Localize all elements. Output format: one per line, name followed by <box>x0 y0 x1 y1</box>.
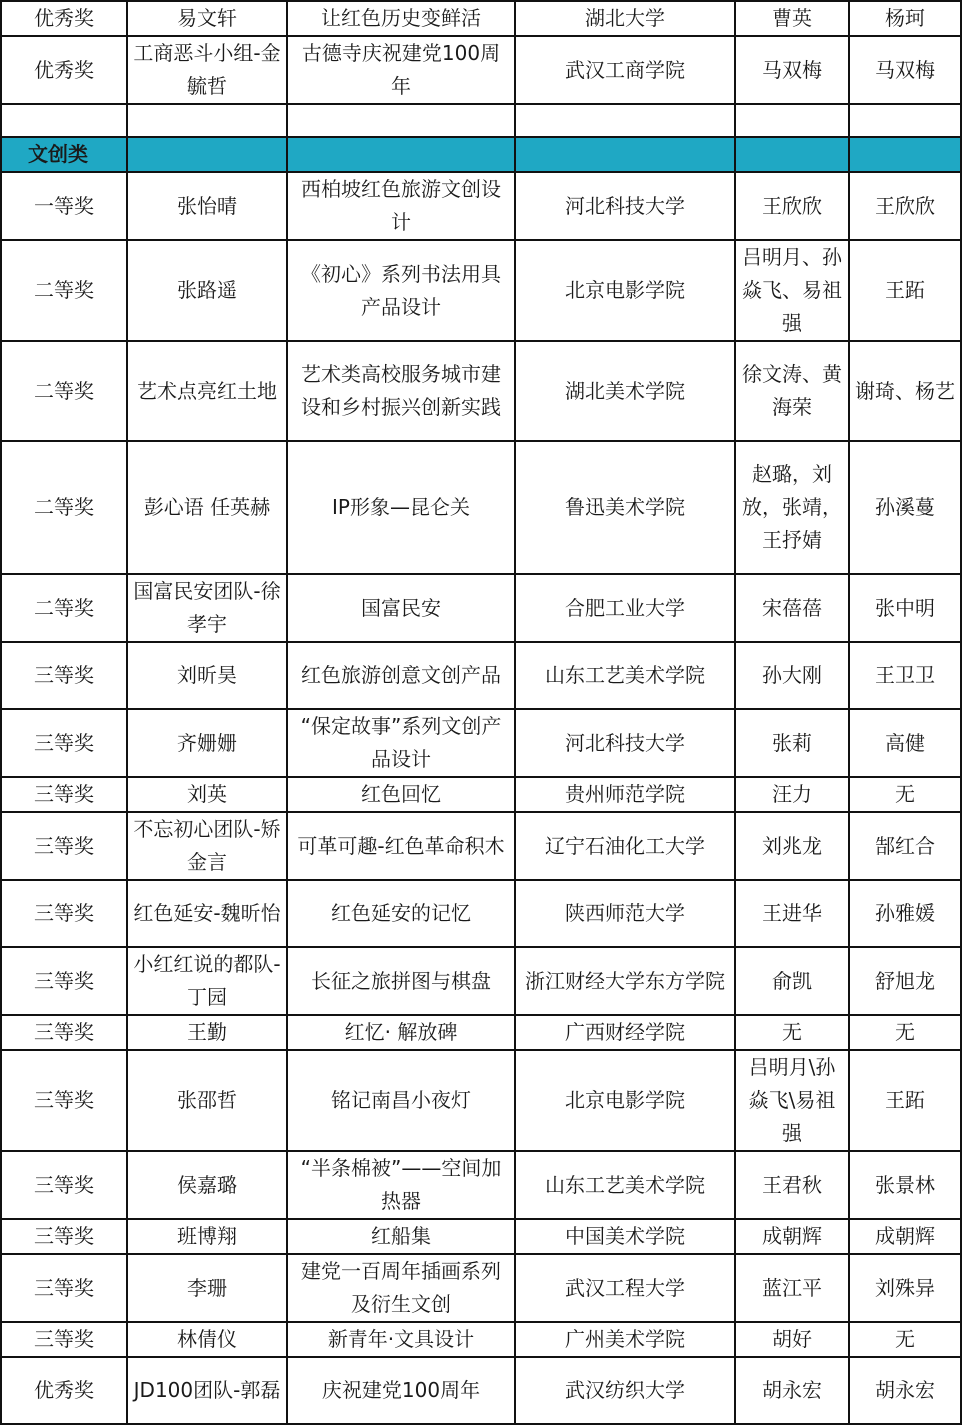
name-cell: 侯嘉璐 <box>127 1151 287 1219</box>
name-cell: 刘英 <box>127 777 287 812</box>
advisor2-cell <box>849 104 961 137</box>
work-cell: 让红色历史变鲜活 <box>287 1 515 36</box>
table-row <box>1 812 961 880</box>
school-cell: 武汉纺织大学 <box>515 1357 735 1424</box>
work-cell: IP形象—昆仑关 <box>287 441 515 574</box>
section-band-cell <box>515 137 735 172</box>
table-row <box>1 709 961 777</box>
school-cell: 河北科技大学 <box>515 709 735 777</box>
school-cell: 广州美术学院 <box>515 1322 735 1357</box>
award-cell: 三等奖 <box>1 812 127 880</box>
work-cell: 铭记南昌小夜灯 <box>287 1050 515 1151</box>
work-cell: 古德寺庆祝建党100周年 <box>287 36 515 104</box>
advisor1-cell: 汪力 <box>735 777 849 812</box>
advisor2-cell: 谢琦、杨艺 <box>849 341 961 441</box>
award-cell: 三等奖 <box>1 880 127 947</box>
name-cell: 彭心语 任英赫 <box>127 441 287 574</box>
advisor1-cell: 无 <box>735 1015 849 1050</box>
name-cell: 不忘初心团队-矫金言 <box>127 812 287 880</box>
table-row <box>1 1219 961 1254</box>
work-cell: 新青年·文具设计 <box>287 1322 515 1357</box>
name-cell: 张怡晴 <box>127 172 287 240</box>
work-cell: “保定故事”系列文创产品设计 <box>287 709 515 777</box>
school-cell: 山东工艺美术学院 <box>515 642 735 709</box>
award-cell: 优秀奖 <box>1 36 127 104</box>
work-cell: 庆祝建党100周年 <box>287 1357 515 1424</box>
name-cell: JD100团队-郭磊 <box>127 1357 287 1424</box>
school-cell: 山东工艺美术学院 <box>515 1151 735 1219</box>
advisor1-cell: 王进华 <box>735 880 849 947</box>
advisor2-cell: 张中明 <box>849 574 961 642</box>
section-band-cell <box>127 137 287 172</box>
table-row <box>1 777 961 812</box>
advisor2-cell: 无 <box>849 1322 961 1357</box>
advisor1-cell: 俞凯 <box>735 947 849 1015</box>
advisor2-cell: 孙雅媛 <box>849 880 961 947</box>
advisor1-cell: 宋蓓蓓 <box>735 574 849 642</box>
section-band-cell <box>735 137 849 172</box>
work-cell: 建党一百周年插画系列及衍生文创 <box>287 1254 515 1322</box>
name-cell: 易文轩 <box>127 1 287 36</box>
table-row <box>1 1357 961 1424</box>
section-header-row <box>1 137 961 172</box>
advisor1-cell <box>735 104 849 137</box>
work-cell: 《初心》系列书法用具产品设计 <box>287 240 515 341</box>
section-band-cell <box>287 137 515 172</box>
advisor1-cell: 刘兆龙 <box>735 812 849 880</box>
advisor2-cell: 舒旭龙 <box>849 947 961 1015</box>
award-cell: 三等奖 <box>1 642 127 709</box>
advisor1-cell: 赵璐，刘放，张靖，王抒婧 <box>735 441 849 574</box>
name-cell: 班博翔 <box>127 1219 287 1254</box>
name-cell: 国富民安团队-徐孝宇 <box>127 574 287 642</box>
award-cell: 三等奖 <box>1 709 127 777</box>
name-cell: 刘昕昊 <box>127 642 287 709</box>
school-cell: 湖北大学 <box>515 1 735 36</box>
table-row <box>1 642 961 709</box>
award-cell: 三等奖 <box>1 1322 127 1357</box>
advisor2-cell: 杨珂 <box>849 1 961 36</box>
advisor2-cell: 郜红合 <box>849 812 961 880</box>
work-cell: 艺术类高校服务城市建设和乡村振兴创新实践 <box>287 341 515 441</box>
advisor1-cell: 张莉 <box>735 709 849 777</box>
work-cell: 西柏坡红色旅游文创设计 <box>287 172 515 240</box>
advisor1-cell: 胡好 <box>735 1322 849 1357</box>
advisor1-cell: 徐文涛、黄海荣 <box>735 341 849 441</box>
award-cell <box>1 104 127 137</box>
section-title: 文创类 <box>1 137 127 172</box>
award-cell: 二等奖 <box>1 240 127 341</box>
name-cell: 工商恶斗小组-金毓哲 <box>127 36 287 104</box>
school-cell: 北京电影学院 <box>515 1050 735 1151</box>
advisor1-cell: 成朝辉 <box>735 1219 849 1254</box>
school-cell: 陕西师范大学 <box>515 880 735 947</box>
advisor1-cell: 王欣欣 <box>735 172 849 240</box>
work-cell: 红船集 <box>287 1219 515 1254</box>
name-cell: 齐姗姗 <box>127 709 287 777</box>
advisor2-cell: 高健 <box>849 709 961 777</box>
advisor1-cell: 吕明月\孙焱飞\易祖强 <box>735 1050 849 1151</box>
advisor2-cell: 马双梅 <box>849 36 961 104</box>
award-cell: 三等奖 <box>1 1050 127 1151</box>
school-cell: 武汉工程大学 <box>515 1254 735 1322</box>
school-cell <box>515 104 735 137</box>
school-cell: 北京电影学院 <box>515 240 735 341</box>
work-cell: 红色旅游创意文创产品 <box>287 642 515 709</box>
table-row <box>1 441 961 574</box>
name-cell: 张路遥 <box>127 240 287 341</box>
advisor1-cell: 胡永宏 <box>735 1357 849 1424</box>
name-cell: 小红红说的都队-丁园 <box>127 947 287 1015</box>
work-cell: 国富民安 <box>287 574 515 642</box>
table-row <box>1 1254 961 1322</box>
work-cell: 红色延安的记忆 <box>287 880 515 947</box>
award-cell: 三等奖 <box>1 1151 127 1219</box>
advisor2-cell: 成朝辉 <box>849 1219 961 1254</box>
school-cell: 鲁迅美术学院 <box>515 441 735 574</box>
name-cell: 王勤 <box>127 1015 287 1050</box>
advisor1-cell: 孙大刚 <box>735 642 849 709</box>
name-cell: 张邵哲 <box>127 1050 287 1151</box>
advisor2-cell: 王跖 <box>849 1050 961 1151</box>
section-band-cell <box>849 137 961 172</box>
advisor2-cell: 无 <box>849 1015 961 1050</box>
award-cell: 三等奖 <box>1 1219 127 1254</box>
advisor2-cell: 王跖 <box>849 240 961 341</box>
table-row <box>1 1015 961 1050</box>
advisor2-cell: 王卫卫 <box>849 642 961 709</box>
work-cell: 长征之旅拼图与棋盘 <box>287 947 515 1015</box>
table-row <box>1 36 961 104</box>
table-row <box>1 172 961 240</box>
school-cell: 合肥工业大学 <box>515 574 735 642</box>
school-cell: 浙江财经大学东方学院 <box>515 947 735 1015</box>
advisor2-cell: 无 <box>849 777 961 812</box>
advisor1-cell: 曹英 <box>735 1 849 36</box>
name-cell <box>127 104 287 137</box>
name-cell: 李珊 <box>127 1254 287 1322</box>
advisor2-cell: 王欣欣 <box>849 172 961 240</box>
award-cell: 一等奖 <box>1 172 127 240</box>
award-cell: 二等奖 <box>1 341 127 441</box>
award-cell: 三等奖 <box>1 777 127 812</box>
advisor1-cell: 蓝江平 <box>735 1254 849 1322</box>
advisor2-cell: 刘殊异 <box>849 1254 961 1322</box>
award-cell: 二等奖 <box>1 574 127 642</box>
advisor2-cell: 张景林 <box>849 1151 961 1219</box>
work-cell: 红忆· 解放碑 <box>287 1015 515 1050</box>
table-row <box>1 240 961 341</box>
table-row <box>1 341 961 441</box>
award-cell: 三等奖 <box>1 1015 127 1050</box>
school-cell: 广西财经学院 <box>515 1015 735 1050</box>
school-cell: 贵州师范学院 <box>515 777 735 812</box>
table-row <box>1 1050 961 1151</box>
table-row <box>1 880 961 947</box>
school-cell: 辽宁石油化工大学 <box>515 812 735 880</box>
name-cell: 红色延安-魏昕怡 <box>127 880 287 947</box>
work-cell <box>287 104 515 137</box>
school-cell: 武汉工商学院 <box>515 36 735 104</box>
advisor1-cell: 吕明月、孙焱飞、易祖强 <box>735 240 849 341</box>
advisor2-cell: 胡永宏 <box>849 1357 961 1424</box>
table-row <box>1 1322 961 1357</box>
work-cell: “半条棉被”——空间加热器 <box>287 1151 515 1219</box>
table-row <box>1 947 961 1015</box>
work-cell: 可革可趣-红色革命积木 <box>287 812 515 880</box>
school-cell: 中国美术学院 <box>515 1219 735 1254</box>
name-cell: 艺术点亮红土地 <box>127 341 287 441</box>
advisor1-cell: 马双梅 <box>735 36 849 104</box>
table-row <box>1 104 961 137</box>
table-row <box>1 574 961 642</box>
advisor1-cell: 王君秋 <box>735 1151 849 1219</box>
award-cell: 优秀奖 <box>1 1357 127 1424</box>
award-cell: 优秀奖 <box>1 1 127 36</box>
school-cell: 湖北美术学院 <box>515 341 735 441</box>
name-cell: 林倩仪 <box>127 1322 287 1357</box>
award-cell: 三等奖 <box>1 1254 127 1322</box>
award-cell: 二等奖 <box>1 441 127 574</box>
school-cell: 河北科技大学 <box>515 172 735 240</box>
work-cell: 红色回忆 <box>287 777 515 812</box>
table-row <box>1 1 961 36</box>
award-cell: 三等奖 <box>1 947 127 1015</box>
advisor2-cell: 孙溪蔓 <box>849 441 961 574</box>
table-row <box>1 1151 961 1219</box>
